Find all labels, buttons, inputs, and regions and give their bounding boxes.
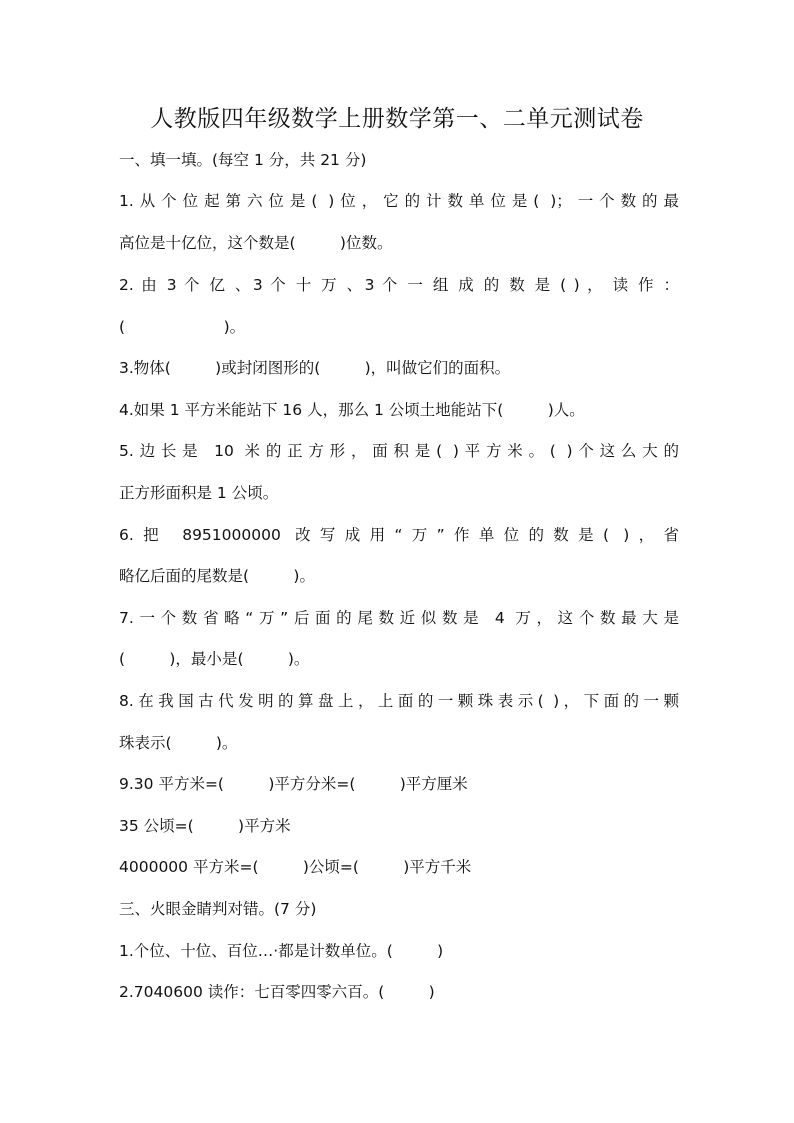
question-line: 4.如果 1 平方米能站下 16 人，那么 1 公顷土地能站下( )人。: [119, 401, 585, 419]
page-title: 人教版四年级数学上册数学第一、二单元测试卷: [150, 106, 644, 132]
question-line: ( )。: [119, 318, 246, 336]
question-line: 9.30 平方米=( )平方分米=( )平方厘米: [119, 775, 468, 793]
question-line: 2.7040600 读作：七百零四零六百。( ): [119, 983, 435, 1001]
question-line: 1.从个位起第六位是( )位，它的计数单位是( )；一个数的最: [119, 192, 679, 210]
question-line: ( )，最小是( )。: [119, 650, 310, 668]
question-line: 略亿后面的尾数是( )。: [119, 567, 315, 585]
question-line: 5.边长是 10 米的正方形，面积是( )平方米。( )个这么大的: [119, 442, 679, 460]
question-line: 4000000 平方米=( )公顷=( )平方千米: [119, 858, 472, 876]
question-line: 7.一个数省略“万”后面的尾数近似数是 4 万，这个数最大是: [119, 609, 679, 627]
question-line: 35 公顷=( )平方米: [119, 817, 291, 835]
question-line: 8.在我国古代发明的算盘上，上面的一颗珠表示( )，下面的一颗: [119, 692, 679, 710]
question-line: 1.个位、十位、百位…·都是计数单位。( ): [119, 942, 444, 960]
question-line: 3.物体( )或封闭图形的( )，叫做它们的面积。: [119, 359, 511, 377]
section-heading-true-false: 三、火眼金睛判对错。(7 分): [119, 900, 317, 918]
question-line: 高位是十亿位，这个数是( )位数。: [119, 234, 393, 252]
question-line: 6.把 8951000000 改写成用“万”作单位的数是( )，省: [119, 526, 679, 544]
question-line: 2. 由 3 个 亿 、3 个 十 万 、3 个 一 组 成 的 数 是 ( ) ， 读 作 ：: [119, 276, 679, 294]
section-heading-fill-in: 一、填一填。(每空 1 分，共 21 分): [119, 151, 367, 169]
question-line: 珠表示( )。: [119, 734, 238, 752]
question-line: 正方形面积是 1 公顷。: [119, 484, 279, 502]
